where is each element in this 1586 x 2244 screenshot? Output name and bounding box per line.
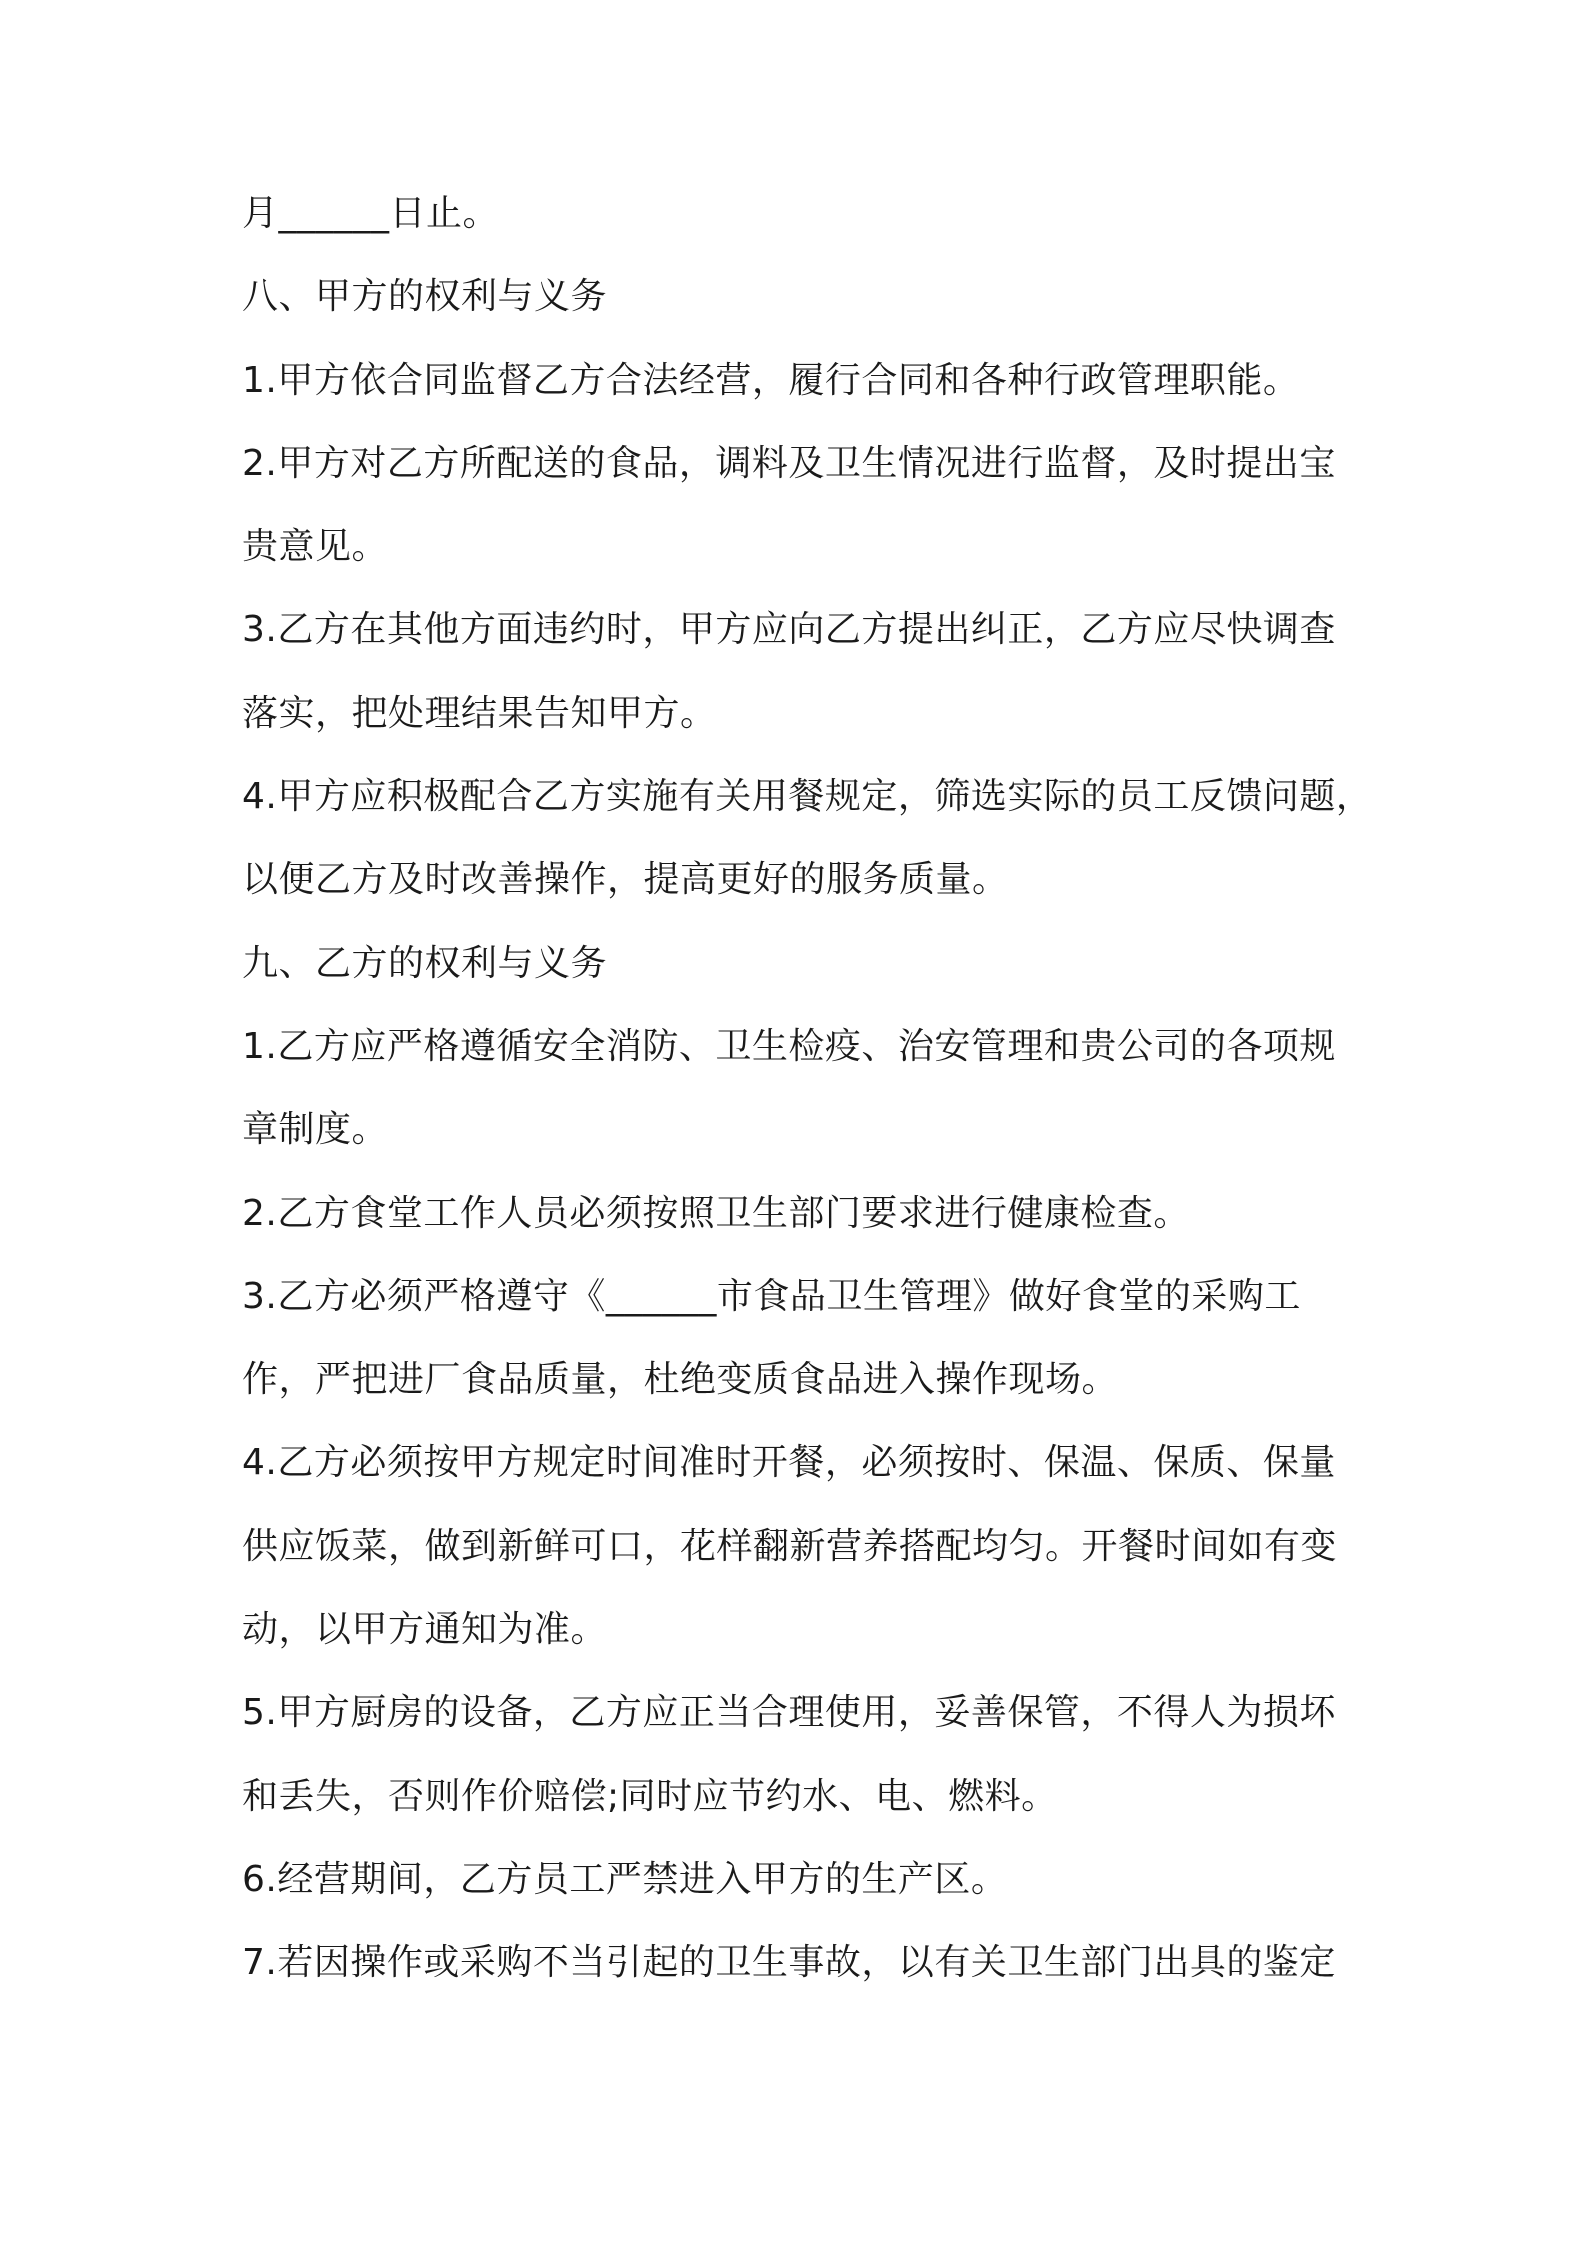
text-line: 和丢失，否则作价赔偿;同时应节约水、电、燃料。 — [242, 1775, 1058, 1817]
section-heading: 八、甲方的权利与义务 — [242, 276, 608, 318]
text-line: 作，严把进厂食品质量，杜绝变质食品进入操作现场。 — [242, 1359, 1119, 1401]
text-line: 1.乙方应严格遵循安全消防、卫生检疫、治安管理和贵公司的各项规 — [242, 1025, 1336, 1067]
document-body — [242, 194, 1372, 2027]
text-line: 供应饭菜，做到新鲜可口，花样翻新营养搭配均匀。开餐时间如有变 — [242, 1525, 1338, 1567]
text-line: 5.甲方厨房的设备，乙方应正当合理使用，妥善保管，不得人为损坏 — [242, 1692, 1336, 1734]
text-line: 章制度。 — [242, 1109, 389, 1151]
text-line: 2.甲方对乙方所配送的食品，调料及卫生情况进行监督，及时提出宝 — [242, 442, 1336, 484]
text-line: 6.经营期间，乙方员工严禁进入甲方的生产区。 — [242, 1858, 1008, 1900]
text-line: 1.甲方依合同监督乙方合法经营，履行合同和各种行政管理职能。 — [242, 359, 1300, 401]
text-line: 3.乙方必须严格遵守《______市食品卫生管理》做好食堂的采购工 — [242, 1275, 1301, 1317]
section-heading: 九、乙方的权利与义务 — [242, 942, 608, 984]
text-line: 贵意见。 — [242, 526, 389, 568]
text-line: 2.乙方食堂工作人员必须按照卫生部门要求进行健康检查。 — [242, 1192, 1190, 1234]
text-line: 4.甲方应积极配合乙方实施有关用餐规定，筛选实际的员工反馈问题， — [242, 776, 1373, 818]
text-line: 7.若因操作或采购不当引起的卫生事故，以有关卫生部门出具的鉴定 — [242, 1942, 1336, 1984]
text-line: 落实，把处理结果告知甲方。 — [242, 692, 717, 734]
text-line: 4.乙方必须按甲方规定时间准时开餐，必须按时、保温、保质、保量 — [242, 1442, 1336, 1484]
text-line: 以便乙方及时改善操作，提高更好的服务质量。 — [242, 859, 1009, 901]
text-line: 3.乙方在其他方面违约时，甲方应向乙方提出纠正，乙方应尽快调查 — [242, 609, 1336, 651]
text-line: 动，以甲方通知为准。 — [242, 1609, 608, 1651]
text-line: 月______日止。 — [242, 193, 500, 234]
